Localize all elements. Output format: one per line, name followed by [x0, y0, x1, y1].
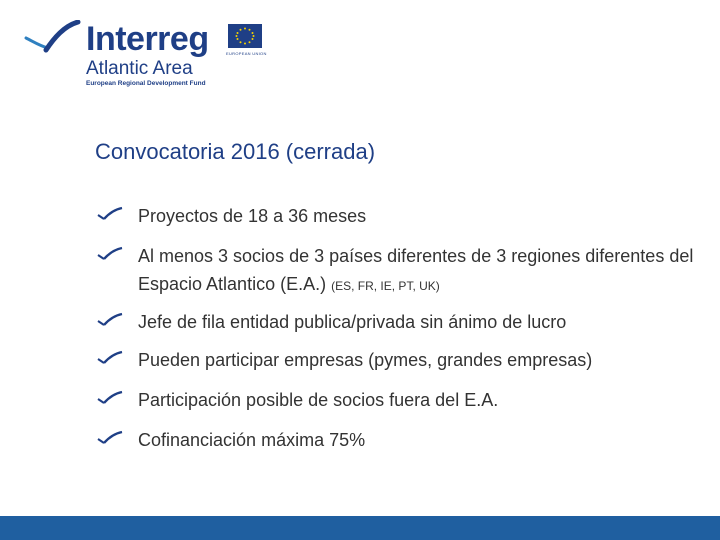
eu-flag-icon	[228, 24, 262, 48]
checkmark-bullet-icon	[96, 206, 124, 222]
checkmark-bullet-icon	[96, 430, 124, 446]
bullet-text: Jefe de fila entidad publica/privada sin ánimo de lucro	[138, 312, 567, 332]
bullet-text: Al menos 3 socios de 3 países diferentes de 3 regiones diferentes del Espacio Atlantico (E.A.) (ES, FR, IE, PT, UK)	[138, 246, 694, 294]
checkmark-bullet-icon	[96, 390, 124, 406]
logo-program-name: Atlantic Area	[86, 58, 193, 79]
bullet-text: Pueden participar empresas (pymes, grandes empresas)	[138, 350, 593, 370]
checkmark-bullet-icon	[96, 246, 124, 262]
footer-bar	[0, 516, 720, 540]
logo-fund-name: European Regional Development Fund	[86, 80, 206, 87]
interreg-logo	[24, 18, 274, 92]
bullet-text: Participación posible de socios fuera del E.A.	[138, 390, 499, 410]
bullet-text: Cofinanciación máxima 75%	[138, 430, 366, 450]
checkmark-bullet-icon	[96, 312, 124, 328]
bullet-text: Proyectos de 18 a 36 meses	[138, 206, 367, 226]
eu-caption: EUROPEAN UNION	[226, 51, 267, 56]
slide-title: Convocatoria 2016 (cerrada)	[95, 139, 376, 164]
checkmark-bullet-icon	[96, 350, 124, 366]
logo-wordmark: Interreg	[86, 20, 209, 58]
interreg-swoosh-icon	[24, 20, 82, 56]
